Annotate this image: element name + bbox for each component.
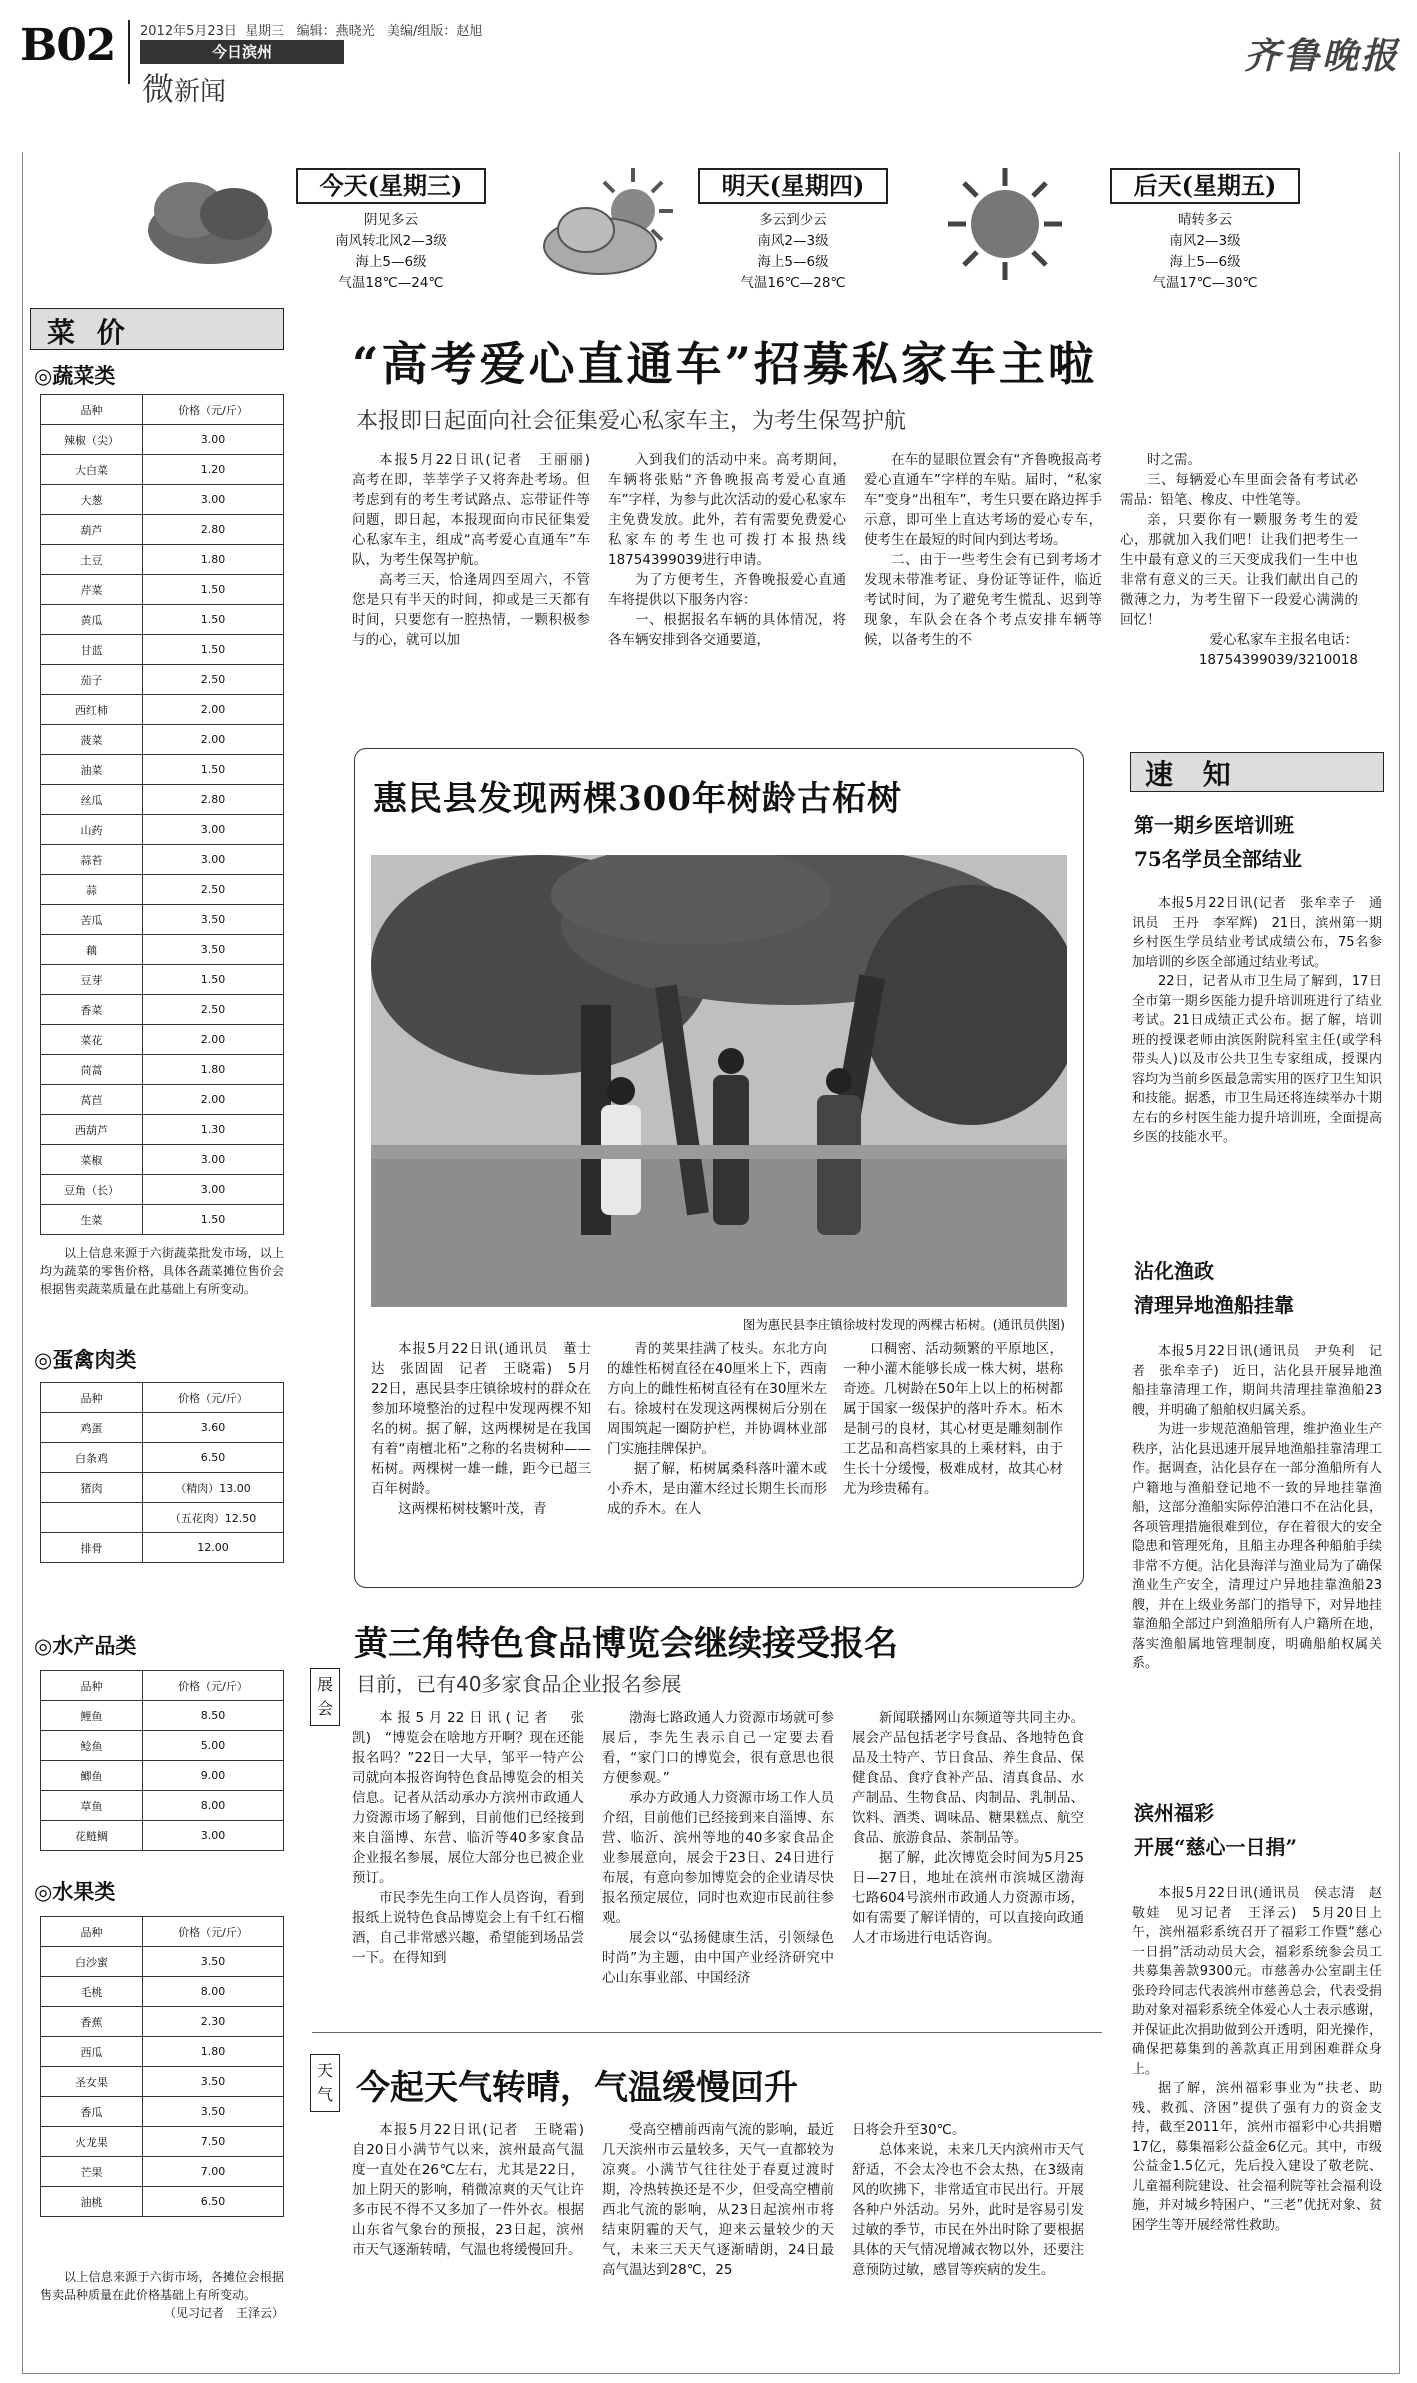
fruit-note-author: （见习记者 王泽云） bbox=[163, 2306, 284, 2320]
price-name-cell: 圣女果 bbox=[41, 2067, 143, 2097]
weather-day-title: 今天(星期三) bbox=[296, 168, 486, 204]
article-column bbox=[1120, 450, 1358, 670]
price-name-cell: 油菜 bbox=[41, 755, 143, 785]
section-tag: 天气 bbox=[310, 2054, 340, 2112]
price-price-cell: 1.50 bbox=[143, 575, 284, 605]
price-name-cell: 甘蓝 bbox=[41, 635, 143, 665]
article-headline: “高考爱心直通车”招募私家车主啦 bbox=[352, 337, 1097, 391]
newspaper-logo: 齐鲁晚报 bbox=[1243, 35, 1400, 77]
price-price-cell: 2.50 bbox=[143, 665, 284, 695]
table-row bbox=[41, 965, 284, 995]
table-header: 价格（元/斤） bbox=[143, 1383, 284, 1413]
price-name-cell: 西瓜 bbox=[41, 2037, 143, 2067]
article-column bbox=[352, 2120, 598, 2260]
weather-day-details bbox=[1110, 210, 1300, 294]
paragraph: 这两棵柘树枝繁叶茂，青 bbox=[398, 1501, 547, 1517]
table-header: 品种 bbox=[41, 1917, 143, 1947]
weather-day-title: 后天(星期五) bbox=[1110, 168, 1300, 204]
table-row bbox=[41, 2007, 284, 2037]
price-name-cell: 香蕉 bbox=[41, 2007, 143, 2037]
price-name-cell bbox=[41, 1503, 143, 1533]
weather-bar bbox=[30, 160, 1390, 296]
paragraph: 口稠密、活动频繁的平原地区，一种小灌木能够长成一株大树，堪称奇迹。几树龄在50年上以上的柘树都属于国家一级保护的落叶乔木。柘木是制弓的良材，其心材更是雕刻制作工艺品和高档家具的上乘材料，由于生长十分缓慢，极难成材，故其心材尤为珍贵稀有。 bbox=[843, 1341, 1063, 1497]
article-column bbox=[607, 1339, 827, 1519]
price-price-cell: 1.50 bbox=[143, 755, 284, 785]
weather-condition: 多云到少云 bbox=[759, 212, 827, 228]
price-name-cell: 茄子 bbox=[41, 665, 143, 695]
paragraph: 本报5月22日讯(通讯员 尹奂利 记者 张牟幸子) 近日，沾化县开展异地渔船挂靠清理工作，期间共清理挂靠渔船23艘，并明确了船舶权归属关系。 bbox=[1132, 1344, 1382, 1418]
price-name-cell: 豆角（长） bbox=[41, 1175, 143, 1205]
weather-day-details bbox=[296, 210, 486, 294]
table-row bbox=[41, 1085, 284, 1115]
price-name-cell: 鲤鱼 bbox=[41, 1701, 143, 1731]
article-column bbox=[864, 450, 1102, 650]
section-badge: 今日滨州 bbox=[140, 40, 344, 64]
price-price-cell: 7.00 bbox=[143, 2157, 284, 2187]
quick-news-sidebar bbox=[1122, 752, 1390, 2372]
price-name-cell: 油桃 bbox=[41, 2187, 143, 2217]
paragraph: 为了方便考生，齐鲁晚报爱心直通车将提供以下服务内容： bbox=[608, 572, 846, 608]
weather-wind: 南风2—3级 bbox=[757, 233, 829, 249]
paragraph: 展会以“弘扬健康生活，引领绿色时尚”为主题，由中国产业经济研究中心山东事业部、中国经济 bbox=[602, 1930, 834, 1986]
price-name-cell: 毛桃 bbox=[41, 1977, 143, 2007]
price-name-cell: 芹菜 bbox=[41, 575, 143, 605]
article-headline: 黄三角特色食品博览会继续接受报名 bbox=[354, 1624, 898, 1664]
price-name-cell: 猪肉 bbox=[41, 1473, 143, 1503]
price-price-cell: 3.00 bbox=[143, 425, 284, 455]
article-weather bbox=[300, 2040, 1110, 2374]
price-price-cell: 2.50 bbox=[143, 875, 284, 905]
price-price-cell: 3.50 bbox=[143, 2067, 284, 2097]
price-price-cell: 3.00 bbox=[143, 1145, 284, 1175]
table-row bbox=[41, 665, 284, 695]
paragraph: 本报5月22日讯(通讯员 侯志清 赵敬娃 见习记者 王泽云) 5月20日上午，滨州福彩系统召开了福彩工作暨“慈心一日捐”活动动员大会，福彩系统参会员工共募集善款9300元。市慈善办公室副主任张玲玲同志代表滨州市慈善总会，代表受捐助对象对福彩系统全体爱心人士表示感谢，并保证此次捐助做到公开透明，阳光操作，确保把募集到的善款真正用到困难群众身上。 bbox=[1132, 1886, 1382, 2077]
table-row bbox=[41, 1731, 284, 1761]
table-row bbox=[41, 1503, 284, 1533]
article-headline: 惠民县发现两棵300年树龄古柘树 bbox=[373, 779, 902, 819]
cloudy-icon bbox=[130, 168, 290, 278]
price-price-cell: 12.00 bbox=[143, 1533, 284, 1563]
veg-price-table bbox=[40, 394, 284, 1235]
paragraph: 日将会升至30℃。 bbox=[852, 2122, 966, 2138]
weather-wind: 南风转北风2—3级 bbox=[335, 233, 447, 249]
paragraph: 据了解，滨州福彩事业为“扶老、助残、救孤、济困”提供了强有力的资金支持，截至2011年，滨州市福彩中心共捐赠17亿，募集福彩公益金6亿元。其中，市级公益金1.5亿元，先后投入建设了敬老院、儿童福利院建设、社会福利院等社会福利设施，并对城乡特困户、“三老”优抚对象、贫困学生等开展经常性救助。 bbox=[1132, 2081, 1382, 2233]
price-name-cell: 菜花 bbox=[41, 1025, 143, 1055]
paragraph: 高考三天，恰逢周四至周六，不管您是只有半天的时间，抑或是三天都有时间，只要您有一腔热情，一颗积极参与的心，就可以加 bbox=[352, 572, 590, 648]
table-row bbox=[41, 1533, 284, 1563]
price-name-cell: 藕 bbox=[41, 935, 143, 965]
price-name-cell: 花鲢鲷 bbox=[41, 1821, 143, 1851]
table-row bbox=[41, 1443, 284, 1473]
price-price-cell: 6.50 bbox=[143, 1443, 284, 1473]
paragraph: 二、由于一些考生会有已到考场才发现未带准考证、身份证等证件，临近考试时间，为了避免考生慌乱、迟到等现象，车队会在各个考点安排车辆等候，以备考生的不 bbox=[864, 552, 1102, 648]
price-price-cell: 2.80 bbox=[143, 785, 284, 815]
price-price-cell: 2.50 bbox=[143, 995, 284, 1025]
paragraph: 爱心私家车主报名电话：18754399039/3210018 bbox=[1198, 632, 1358, 668]
price-sidebar-heading bbox=[30, 308, 284, 350]
price-name-cell: 土豆 bbox=[41, 545, 143, 575]
egg-price-table bbox=[40, 1382, 284, 1563]
article-gaokao bbox=[316, 300, 1390, 770]
price-name-cell: 莴苣 bbox=[41, 1085, 143, 1115]
weather-sea: 海上5—6级 bbox=[757, 254, 829, 270]
price-price-cell: 1.30 bbox=[143, 1115, 284, 1145]
table-row bbox=[41, 1761, 284, 1791]
section-divider bbox=[312, 2032, 1102, 2033]
price-name-cell: 蒜 bbox=[41, 875, 143, 905]
article-column bbox=[602, 2120, 834, 2280]
section-tag: 展会 bbox=[310, 1668, 340, 1726]
egg-category-title: ◎蛋禽肉类 bbox=[34, 1347, 137, 1372]
price-name-cell: 辣椒（尖） bbox=[41, 425, 143, 455]
brief-headline-line: 滨州福彩 bbox=[1134, 1801, 1214, 1825]
table-row bbox=[41, 935, 284, 965]
price-name-cell: 菠菜 bbox=[41, 725, 143, 755]
brief-headline bbox=[1134, 1796, 1297, 1864]
masthead-date: 2012年5月23日 星期三 编辑：燕晓光 美编/组版：赵旭 bbox=[140, 24, 483, 39]
table-row bbox=[41, 2097, 284, 2127]
price-sidebar bbox=[30, 308, 294, 2366]
table-row bbox=[41, 1701, 284, 1731]
table-row bbox=[41, 695, 284, 725]
brief-body bbox=[1132, 1884, 1382, 2235]
article-column bbox=[602, 1708, 834, 1988]
price-name-cell: 大葱 bbox=[41, 485, 143, 515]
paragraph: 22日，记者从市卫生局了解到，17日全市第一期乡医能力提升培训班进行了结业考试。21日成绩正式公布。据了解，培训班的授课老师由滨医附院科室主任(或学科带头人)以及市公共卫生专家组成，授课内容均为当前乡医最急需实用的医疗卫生知识和技能。据悉，市卫生局还将连续举办十期左右的乡村医生能力提升培训班，全面提高乡医的技能水平。 bbox=[1132, 974, 1382, 1145]
article-body bbox=[352, 450, 1382, 760]
price-price-cell: 9.00 bbox=[143, 1761, 284, 1791]
price-name-cell: 排骨 bbox=[41, 1533, 143, 1563]
price-price-cell: 1.50 bbox=[143, 1205, 284, 1235]
quick-news-heading bbox=[1130, 752, 1384, 792]
article-column bbox=[852, 2120, 1084, 2280]
page-number: B02 bbox=[20, 20, 116, 71]
table-row bbox=[41, 1175, 284, 1205]
price-price-cell: 5.00 bbox=[143, 1731, 284, 1761]
price-name-cell: 葫芦 bbox=[41, 515, 143, 545]
cloud-shape bbox=[558, 208, 614, 252]
price-name-cell: 西红柿 bbox=[41, 695, 143, 725]
price-name-cell: 草鱼 bbox=[41, 1791, 143, 1821]
brief-headline-line: 沾化渔政 bbox=[1134, 1259, 1214, 1283]
table-row bbox=[41, 455, 284, 485]
price-price-cell: 2.80 bbox=[143, 515, 284, 545]
price-name-cell: 山药 bbox=[41, 815, 143, 845]
price-name-cell: 丝瓜 bbox=[41, 785, 143, 815]
price-price-cell: （五花肉）12.50 bbox=[143, 1503, 284, 1533]
table-header: 价格（元/斤） bbox=[143, 395, 284, 425]
fish-price-table bbox=[40, 1670, 284, 1851]
price-name-cell: 鸡蛋 bbox=[41, 1413, 143, 1443]
price-name-cell: 香菜 bbox=[41, 995, 143, 1025]
weather-temp: 气温17℃—30℃ bbox=[1152, 275, 1258, 291]
paragraph: 时之需。 bbox=[1147, 452, 1201, 468]
price-sidebar-title: 菜 价 bbox=[47, 316, 131, 349]
brief-headline-line: 开展“慈心一日捐” bbox=[1134, 1835, 1298, 1859]
fruit-note-text: 以上信息来源于六街市场，各摊位会根据售卖品种质量在此价格基础上有所变动。 bbox=[40, 2270, 284, 2302]
brief-body bbox=[1132, 1342, 1382, 1674]
weather-temp: 气温18℃—24℃ bbox=[338, 275, 444, 291]
price-price-cell: 1.50 bbox=[143, 965, 284, 995]
price-price-cell: 3.00 bbox=[143, 845, 284, 875]
weather-sea: 海上5—6级 bbox=[1169, 254, 1241, 270]
price-price-cell: 1.80 bbox=[143, 2037, 284, 2067]
table-row bbox=[41, 2067, 284, 2097]
price-price-cell: 2.30 bbox=[143, 2007, 284, 2037]
masthead-divider bbox=[128, 20, 130, 84]
paragraph: 新闻联播网山东频道等共同主办。展会产品包括老字号食品、各地特色食品及土特产、节日食品、养生食品、保健食品、食疗食补产品、清真食品、水产制品、生物食品、肉制品、乳制品、饮料、酒类、调味品、糖果糕点、航空食品、旅游食品、茶制品等。 bbox=[852, 1710, 1084, 1846]
price-price-cell: 8.50 bbox=[143, 1701, 284, 1731]
article-column bbox=[352, 450, 604, 650]
price-price-cell: 6.50 bbox=[143, 2187, 284, 2217]
price-name-cell: 鲫鱼 bbox=[41, 1761, 143, 1791]
paragraph: 渤海七路政通人力资源市场就可参展后，李先生表示自己一定要去看看，“家门口的博览会，很有意思也很方便参观。” bbox=[602, 1710, 834, 1786]
price-price-cell: 1.20 bbox=[143, 455, 284, 485]
brief-body bbox=[1132, 894, 1382, 1148]
price-name-cell: 蒜苔 bbox=[41, 845, 143, 875]
table-row bbox=[41, 875, 284, 905]
sun-shape bbox=[971, 190, 1039, 258]
table-header-row bbox=[41, 1383, 284, 1413]
price-name-cell: 白条鸡 bbox=[41, 1443, 143, 1473]
table-row bbox=[41, 485, 284, 515]
price-price-cell: 2.00 bbox=[143, 1025, 284, 1055]
quick-news-title: 速 知 bbox=[1145, 758, 1241, 791]
partly-cloudy-icon bbox=[538, 166, 688, 282]
table-row bbox=[41, 785, 284, 815]
brief-headline bbox=[1134, 1254, 1294, 1322]
table-header: 品种 bbox=[41, 395, 143, 425]
paragraph: 本报5月22日讯(记者 张凯) “博览会在啥地方开啊？现在还能报名吗？”22日一大早，邹平一特产公司就向本报咨询特色食品博览会的相关信息。记者从活动承办方滨州市政通人力资源市场了解到，目前他们已经接到来自淄博、东营、临沂等40多家食品企业报名参展，展位大部分也已被企业预订。 bbox=[352, 1710, 584, 1886]
brief-headline-line: 第一期乡医培训班 bbox=[1134, 813, 1294, 837]
table-header: 品种 bbox=[41, 1383, 143, 1413]
table-row bbox=[41, 1947, 284, 1977]
weather-temp: 气温16℃—28℃ bbox=[740, 275, 846, 291]
table-header: 价格（元/斤） bbox=[143, 1917, 284, 1947]
brief-headline bbox=[1134, 808, 1302, 876]
table-row bbox=[41, 1413, 284, 1443]
column-name: 微新闻 bbox=[142, 70, 227, 108]
weather-sea: 海上5—6级 bbox=[355, 254, 427, 270]
price-price-cell: 3.60 bbox=[143, 1413, 284, 1443]
price-name-cell: 西葫芦 bbox=[41, 1115, 143, 1145]
paragraph: 青的荚果挂满了枝头。东北方向的雄性柘树直径在40厘米上下，西南方向上的雌性柘树直径有在30厘米左右。徐坡村在发现这两棵树后分别在周围筑起一圈防护栏，并协调林业部门实施挂牌保护。 bbox=[607, 1341, 827, 1457]
article-column bbox=[852, 1708, 1084, 1948]
price-price-cell: 8.00 bbox=[143, 1977, 284, 2007]
table-row bbox=[41, 2187, 284, 2217]
fence bbox=[371, 1145, 1067, 1159]
price-price-cell: 3.50 bbox=[143, 1947, 284, 1977]
price-price-cell: 3.00 bbox=[143, 1821, 284, 1851]
article-food-expo bbox=[300, 1606, 1110, 2022]
veg-category-title: ◎蔬菜类 bbox=[34, 363, 116, 388]
table-row bbox=[41, 2037, 284, 2067]
table-row bbox=[41, 1025, 284, 1055]
table-row bbox=[41, 515, 284, 545]
table-row bbox=[41, 755, 284, 785]
paragraph: 本报5月22日讯(记者 王丽丽) 高考在即，莘莘学子又将奔赴考场。但考虑到有的考生考试路点、忘带证件等问题，即日起，本报现面向市民征集爱心私家车主，组成“高考爱心直通车”车队，为考生保驾护航。 bbox=[352, 452, 604, 568]
table-row bbox=[41, 635, 284, 665]
paragraph: 三、每辆爱心车里面会备有考试必需品：铅笔、橡皮、中性笔等。 bbox=[1120, 472, 1358, 508]
price-price-cell: 7.50 bbox=[143, 2127, 284, 2157]
price-name-cell: 茼蒿 bbox=[41, 1055, 143, 1085]
photo-caption: 图为惠民县李庄镇徐坡村发现的两棵古柘树。(通讯员供图) bbox=[742, 1317, 1065, 1332]
table-row bbox=[41, 815, 284, 845]
price-name-cell: 鲶鱼 bbox=[41, 1731, 143, 1761]
table-row bbox=[41, 1205, 284, 1235]
article-subheadline: 本报即日起面向社会征集爱心私家车主，为考生保驾护航 bbox=[356, 409, 907, 434]
table-row bbox=[41, 2157, 284, 2187]
masthead bbox=[20, 14, 1400, 108]
price-name-cell: 火龙果 bbox=[41, 2127, 143, 2157]
weather-day-details bbox=[698, 210, 888, 294]
paragraph: 亲，只要你有一颗服务考生的爱心，那就加入我们吧！让我们把考生一生中最有意义的三天变成我们一生中也非常有意义的三天。让我们献出自己的微薄之力，为考生留下一段爱心满满的回忆！ bbox=[1120, 512, 1358, 628]
table-row bbox=[41, 1055, 284, 1085]
paragraph: 据了解，柘树属桑科落叶灌木或小乔木，是由灌木经过长期生长而形成的乔木。在人 bbox=[607, 1461, 827, 1517]
weather-wind: 南风2—3级 bbox=[1169, 233, 1241, 249]
fruit-price-note bbox=[40, 2268, 284, 2322]
paragraph: 受高空槽前西南气流的影响，最近几天滨州市云量较多，天气一直都较为凉爽。小满节气往往处于春夏过渡时期，冷热转换还是不少，但受高空槽前西北气流的影响，从23日起滨州市将结束阴霾的天气，迎来云量较少的天气，未来三天天气逐渐晴朗，24日最高气温达到28℃，25 bbox=[602, 2122, 834, 2278]
table-row bbox=[41, 1115, 284, 1145]
price-name-cell: 芒果 bbox=[41, 2157, 143, 2187]
price-price-cell: 1.50 bbox=[143, 605, 284, 635]
price-price-cell: 1.80 bbox=[143, 1055, 284, 1085]
price-name-cell: 黄瓜 bbox=[41, 605, 143, 635]
table-header: 价格（元/斤） bbox=[143, 1671, 284, 1701]
article-column bbox=[352, 1708, 584, 1968]
paragraph: 总体来说，未来几天内滨州市天气舒适，不会太冷也不会太热，在3级南风的吹拂下，非常适宜市民出行。开展各种户外活动。另外，此时是容易引发过敏的季节，市民在外出时除了要根据具体的天气情况增减衣物以外，还要注意预防过敏，感冒等疾病的发生。 bbox=[852, 2142, 1084, 2278]
price-price-cell: 1.50 bbox=[143, 635, 284, 665]
article-headline: 今起天气转晴，气温缓慢回升 bbox=[356, 2068, 798, 2108]
paragraph: 本报5月22日讯(记者 王晓霜) 自20日小满节气以来，滨州最高气温度一直处在26℃左右，尤其是22日，加上阴天的影响，稍微凉爽的天气让许多市民不得不又多加了一件外衣。根据山东省气象台的预报，23日起，滨州市天气逐渐转晴，气温也将缓慢回升。 bbox=[352, 2122, 598, 2258]
table-row bbox=[41, 545, 284, 575]
table-row bbox=[41, 1145, 284, 1175]
table-row bbox=[41, 425, 284, 455]
price-name-cell: 生菜 bbox=[41, 1205, 143, 1235]
price-name-cell: 苦瓜 bbox=[41, 905, 143, 935]
brief-headline-line: 清理异地渔船挂靠 bbox=[1134, 1293, 1294, 1317]
price-name-cell: 豆芽 bbox=[41, 965, 143, 995]
price-price-cell: （精肉）13.00 bbox=[143, 1473, 284, 1503]
trees-photo bbox=[371, 855, 1067, 1307]
table-row bbox=[41, 725, 284, 755]
cloud-shape bbox=[200, 188, 268, 240]
table-row bbox=[41, 845, 284, 875]
veg-price-note: 以上信息来源于六街蔬菜批发市场，以上均为蔬菜的零售价格，具体各蔬菜摊位售价会根据售卖蔬菜质量在此基础上有所变动。 bbox=[40, 1246, 284, 1296]
price-name-cell: 白沙蜜 bbox=[41, 1947, 143, 1977]
price-price-cell: 3.00 bbox=[143, 485, 284, 515]
weather-condition: 晴转多云 bbox=[1178, 212, 1232, 228]
article-column bbox=[843, 1339, 1063, 1499]
weather-day-title: 明天(星期四) bbox=[698, 168, 888, 204]
price-price-cell: 2.00 bbox=[143, 695, 284, 725]
table-row bbox=[41, 905, 284, 935]
paragraph: 一、根据报名车辆的具体情况，将各车辆安排到各交通要道， bbox=[608, 612, 846, 648]
sunny-icon bbox=[940, 166, 1070, 282]
price-name-cell: 大白菜 bbox=[41, 455, 143, 485]
paragraph: 在车的显眼位置会有“齐鲁晚报高考爱心直通车”字样的车贴。届时，“私家车”变身“出租车”，考生只要在路边挥手示意，即可坐上直达考场的爱心专车，使考生在最短的时间内到达考场。 bbox=[864, 452, 1102, 548]
paragraph: 承办方政通人力资源市场工作人员介绍，目前他们已经接到来自淄博、东营、临沂、滨州等地的40多家食品企业参展意向，展会于23日、24日进行布展，有意向参加博览会的企业请尽快报名预定展位，同时也欢迎市民前往参观。 bbox=[602, 1790, 834, 1926]
paragraph: 本报5月22日讯(通讯员 董士达 张固固 记者 王晓霜) 5月22日，惠民县李庄镇徐坡村的群众在参加环境整治的过程中发现两棵不知名的树。据了解，这两棵树是在我国有着“南檀北柘”之称的名贵树种——柘树。两棵树一雄一雌，距今已超三百年树龄。 bbox=[371, 1341, 591, 1497]
price-price-cell: 1.80 bbox=[143, 545, 284, 575]
paragraph: 本报5月22日讯(记者 张牟幸子 通讯员 王丹 李军辉) 21日，滨州第一期乡村医生学员结业考试成绩公布，75名参加培训的乡医全部通过结业考试。 bbox=[1132, 896, 1382, 970]
table-row bbox=[41, 575, 284, 605]
table-row bbox=[41, 1977, 284, 2007]
price-name-cell: 香瓜 bbox=[41, 2097, 143, 2127]
table-row bbox=[41, 1791, 284, 1821]
fruit-price-table bbox=[40, 1916, 284, 2217]
fish-category-title: ◎水产品类 bbox=[34, 1633, 137, 1658]
paragraph: 据了解，此次博览会时间为5月25日—27日，地址在滨州市滨城区渤海七路604号滨州市政通人力资源市场，如有需要了解详情的，可以直接向政通人才市场进行电话咨询。 bbox=[852, 1850, 1084, 1946]
table-header: 品种 bbox=[41, 1671, 143, 1701]
article-column bbox=[608, 450, 846, 650]
paragraph: 为进一步规范渔船管理，维护渔业生产秩序，沾化县迅速开展异地渔船挂靠清理工作。据调查，沾化县存在一部分渔船所有人户籍地与渔船登记地不一致的异地挂靠渔船，这部分渔船实际停泊港口不在沾化县，各项管理措施很难到位，存在着很大的安全隐患和管理死角，且船主办理各种船舶手续非常不方便。沾化县海洋与渔业局为了确保渔业生产安全，清理过户异地挂靠渔船23艘，并在上级业务部门的指导下，对异地挂靠渔船全部过户到渔船所有人户籍所在地，落实渔船属地管理制度，明确船舶权属关系。 bbox=[1132, 1422, 1382, 1671]
price-price-cell: 3.50 bbox=[143, 905, 284, 935]
fruit-category-title: ◎水果类 bbox=[34, 1879, 116, 1904]
table-row bbox=[41, 605, 284, 635]
article-subheadline: 目前，已有40多家食品企业报名参展 bbox=[356, 1672, 682, 1696]
table-row bbox=[41, 1821, 284, 1851]
price-price-cell: 3.00 bbox=[143, 815, 284, 845]
paragraph: 入到我们的活动中来。高考期间，车辆将张贴“齐鲁晚报高考爱心直通车”字样，为参与此次活动的爱心私家车主免费发放。此外，若有需要免费爱心私家车的考生也可拨打本报热线18754399039进行申请。 bbox=[608, 452, 846, 568]
price-price-cell: 3.50 bbox=[143, 935, 284, 965]
table-row bbox=[41, 1473, 284, 1503]
paragraph: 市民李先生向工作人员咨询，看到报纸上说特色食品博览会上有千红石榴酒，自己非常感兴趣，希望能到场品尝一下。在得知到 bbox=[352, 1890, 584, 1966]
price-price-cell: 3.00 bbox=[143, 1175, 284, 1205]
price-price-cell: 3.50 bbox=[143, 2097, 284, 2127]
brief-headline-line: 75名学员全部结业 bbox=[1134, 847, 1302, 871]
table-row bbox=[41, 2127, 284, 2157]
price-price-cell: 8.00 bbox=[143, 1791, 284, 1821]
price-price-cell: 2.00 bbox=[143, 1085, 284, 1115]
price-price-cell: 2.00 bbox=[143, 725, 284, 755]
price-name-cell: 菜椒 bbox=[41, 1145, 143, 1175]
table-row bbox=[41, 995, 284, 1025]
article-column bbox=[371, 1339, 591, 1519]
weather-condition: 阴见多云 bbox=[364, 212, 418, 228]
article-ancient-trees bbox=[354, 748, 1084, 1588]
